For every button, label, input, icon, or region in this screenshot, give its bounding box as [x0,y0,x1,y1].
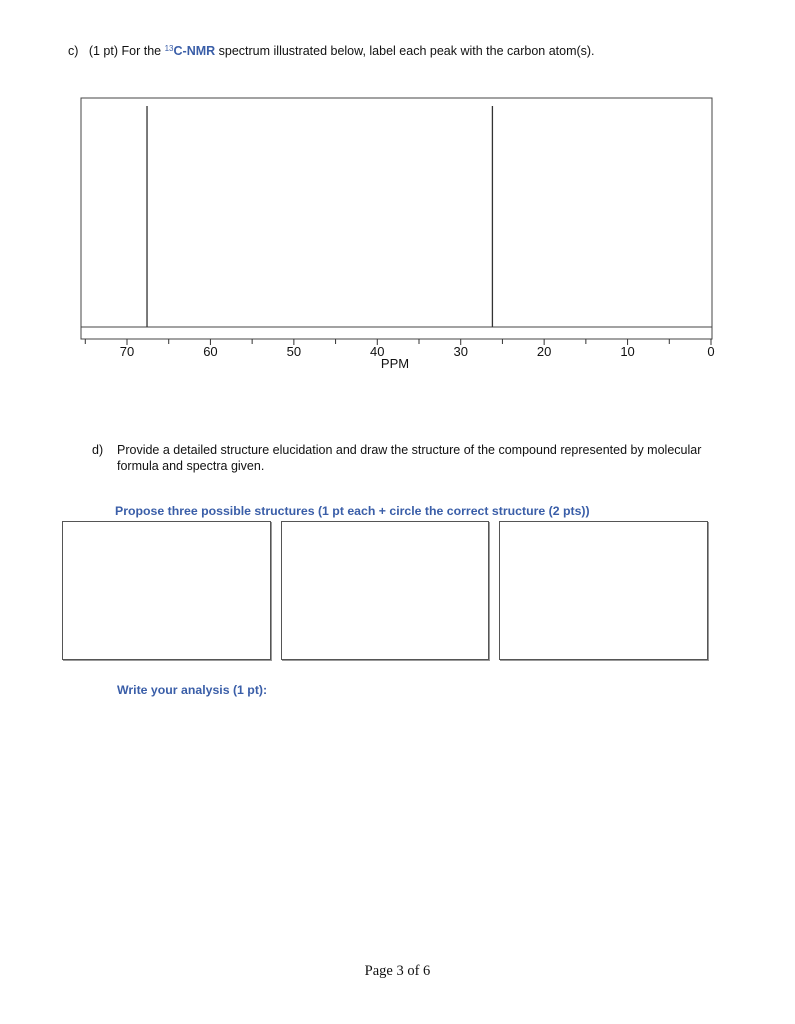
question-c-points: (1 pt) [88,44,119,58]
tick-label-50: 50 [286,344,302,359]
x-axis-label: PPM [380,356,410,371]
page-number: Page 3 of 6 [364,963,431,979]
tick-label-20: 20 [536,344,552,359]
question-c-letter: c) [68,44,79,58]
tick-label-30: 30 [453,344,468,359]
axis-band [81,327,712,339]
structure-box-1[interactable] [62,521,271,660]
question-c-suffix: spectrum illustrated below, label each peak with the carbon atom(s). [215,44,595,58]
structure-box-2[interactable] [281,521,489,660]
ticks-group [85,339,711,345]
tick-label-0: 0 [707,344,715,359]
propose-structures-label: Propose three possible structures (1 pt each + circle the correct structure (2 pts)) [115,504,590,518]
nmr-label: C-NMR [173,44,216,58]
peaks-group [147,106,492,327]
tick-labels-group [120,344,715,359]
structure-box-3[interactable] [499,521,708,660]
tick-label-40: 40 [370,344,385,359]
question-d-text: Provide a detailed structure elucidation and draw the structure of the compound represented by molecular formula and spectra given. [117,443,702,473]
question-d [92,442,742,474]
plot-frame [81,98,712,327]
analysis-label: Write your analysis (1 pt): [117,683,268,697]
tick-label-10: 10 [620,344,635,359]
isotope-superscript: 13 [164,44,174,53]
nmr-spectrum-chart [0,0,795,400]
question-d-letter: d) [92,443,104,457]
tick-label-60: 60 [203,344,218,359]
tick-label-70: 70 [119,344,135,359]
question-c-prefix: For the [121,44,165,58]
